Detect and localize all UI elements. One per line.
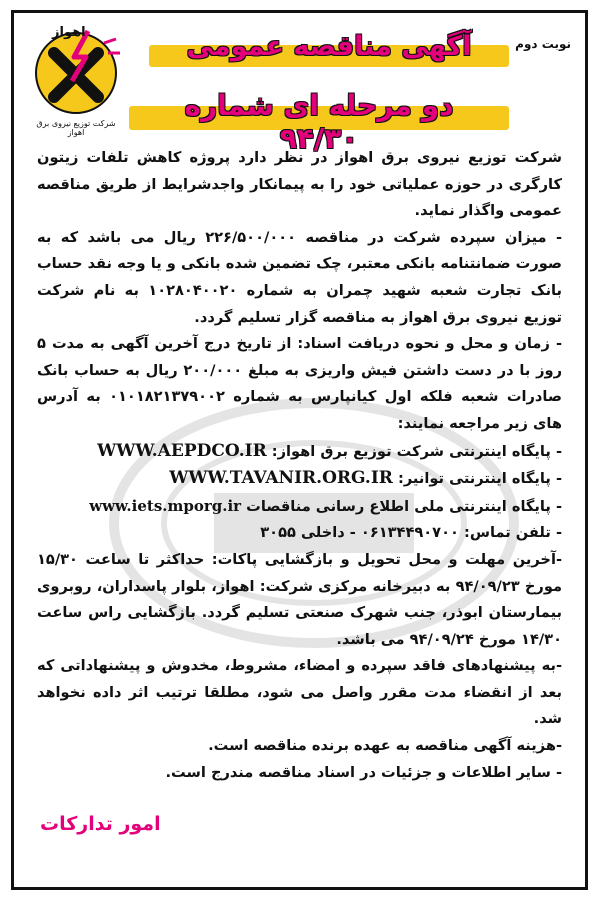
signature-department: امور تدارکات <box>40 813 161 835</box>
edition-label: نوبت دوم <box>515 37 571 51</box>
website-aepdco <box>37 438 562 466</box>
website-tavanir <box>37 465 562 493</box>
website-iets-label: - پایگاه اینترنتی ملی اطلاع رسانی مناقصات <box>246 497 562 515</box>
phone-line: - تلفن تماس: ۰۶۱۳۴۴۹۰۷۰۰ - داخلی ۳۰۵۵ <box>260 524 562 542</box>
cost-paragraph: -هزینه آگهی مناقصه به عهده برنده مناقصه است. <box>208 737 562 755</box>
website-iets-link[interactable]: www.iets.mporg.ir <box>89 496 242 515</box>
tender-number: دو مرحله ای شماره ۹۴/۳۰ <box>184 89 454 155</box>
documents-paragraph: - زمان و محل و نحوه دریافت اسناد: از تاریخ درج آخرین آگهی به مدت ۵ روز با در دست داشتن فیش واریزی به مبلغ ۲۰۰/۰۰۰ ریال به حساب بانک صادرات شعبه فلکه اول کیانپارس به شماره ۰۱۰۱۸۲۱۳۷۹۰۰۲ به آدرس های زیر مراجعه نمایند: <box>37 335 562 432</box>
deadline-paragraph: -آخرین مهلت و محل تحویل و بازگشایی پاکات: حداکثر تا ساعت ۱۵/۳۰ مورخ ۹۴/۰۹/۲۳ به دبیرخانه مرکزی شرکت: اهواز، بلوار پاسداران، روبروی بیمارستان ابوذر، جنب شهرک صنعتی تسلیم گردد. بازگشایی راس ساعت ۱۴/۳۰ مورخ ۹۴/۰۹/۲۴ می باشد. <box>37 550 563 648</box>
website-aepdco-link[interactable]: WWW.AEPDCO.IR <box>97 440 267 461</box>
website-iets <box>37 493 562 521</box>
deposit-paragraph: - میزان سپرده شرکت در مناقصه ۲۲۶/۵۰۰/۰۰۰ ریال می باشد که به صورت ضمانتنامه بانکی معتبر، چک تضمین شده بانکی و یا وجه نقد حساب بانک تجارت شعبه شهید چمران به شماره ۱۰۲۸۰۴۰۰۲۰ به نام شرکت توزیع نیروی برق اهواز به مناقصه گزار تسلیم گردد. <box>37 228 563 326</box>
company-logo <box>28 23 124 135</box>
other-info-paragraph: - سایر اطلاعات و جزئیات در اسناد مناقصه مندرج است. <box>165 763 562 781</box>
notice-title: آگهی مناقصه عمومی <box>186 31 472 62</box>
rejection-paragraph: -به پیشنهادهای فاقد سپرده و امضاء، مشروط، مخدوش و پیشنهاداتی که بعد از انقضاء مدت مقرر واصل می شود، مطلقا ترتیب اثر داده نخواهد شد. <box>37 657 562 728</box>
intro-paragraph: شرکت توزیع نیروی برق اهواز در نظر دارد پروژه کاهش تلفات زیتون کارگری در حوزه عملیاتی خود را به پیمانکار واجدشرایط از طریق مناقصه عمومی واگذار نماید. <box>37 149 562 220</box>
website-tavanir-link[interactable]: WWW.TAVANIR.ORG.IR <box>169 468 393 489</box>
notice-frame <box>11 10 588 890</box>
logo-city-name: اهواز <box>52 25 86 40</box>
website-tavanir-label: - پایگاه اینترنتی توانیر: <box>398 470 562 488</box>
logo-company-caption: شرکت توزیع نیروی برق اهواز <box>36 119 116 137</box>
notice-body <box>37 145 562 786</box>
website-aepdco-label: - پایگاه اینترنتی شرکت توزیع برق اهواز: <box>271 442 562 460</box>
